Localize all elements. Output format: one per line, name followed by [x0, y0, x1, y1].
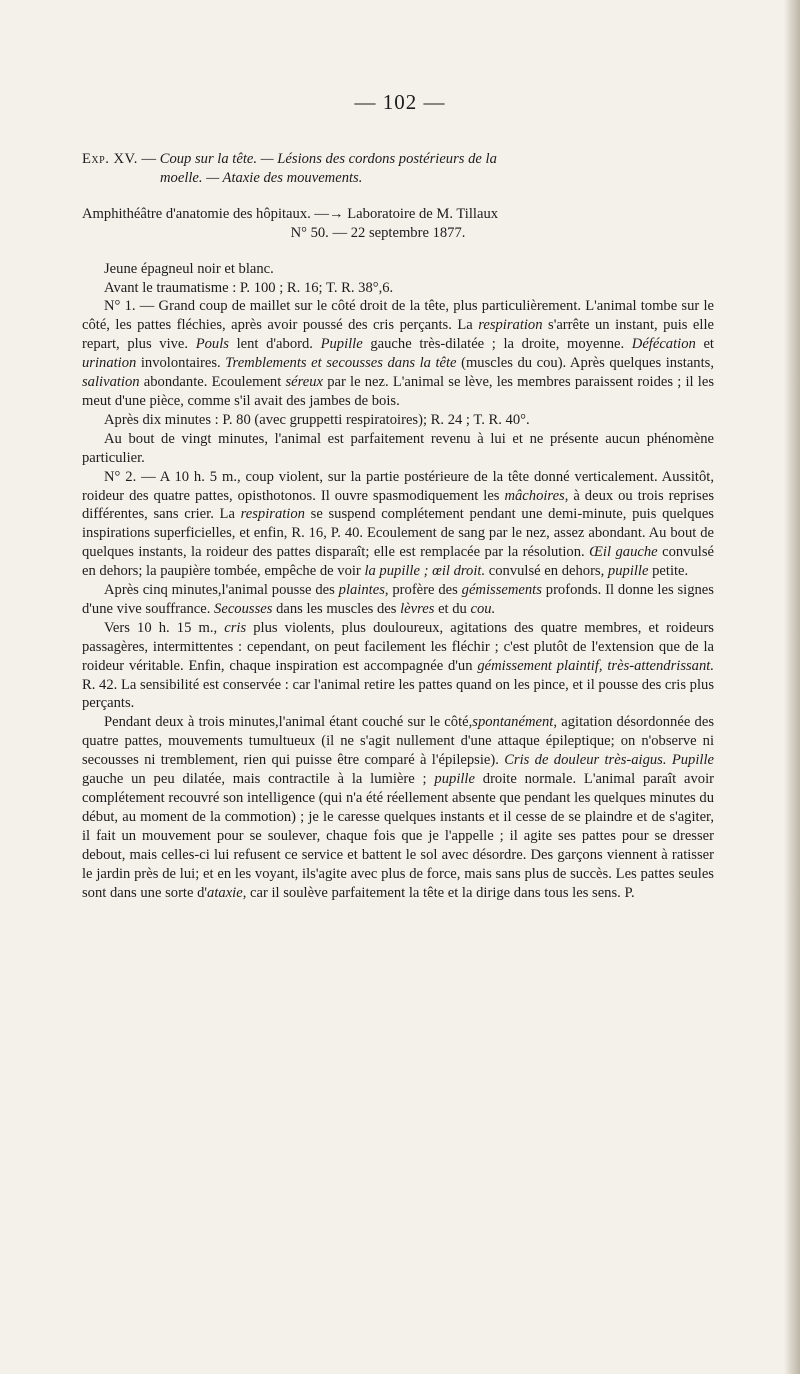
paragraph-subject: Jeune épagneul noir et blanc.: [104, 260, 274, 277]
location-line2: N° 50. — 22 septembre 1877.: [290, 224, 466, 241]
paragraph-before-trauma: Avant le traumatisme : P. 100 ; R. 16; T. R. 38°,6.: [104, 279, 394, 296]
experiment-heading: Exp. XV. — Coup sur la tête. — Lésions des cordons postérieurs de la: [82, 151, 497, 167]
paragraph-ten-fifteen: Vers 10 h. 15 m., cris plus violents, plus douloureux, agitations des quatre membres, et roideurs passagères, intermittentes : cependant, on peut facilement les fléchir ; c'est plutôt de l'extension que de la roideur véritable. Enfin, chaque inspiration est accompagnée d'un gémissement plaintif, très-attendrissant. R. 42. La sensibilité est conservée : car l'animal retire les pattes quand on les pince, et il pousse des cris plus perçants.: [82, 619, 714, 712]
paragraph-two-three-minutes: Pendant deux à trois minutes,l'animal étant couché sur le côté,spontanément, agitation désordonnée des quatre pattes, mouvements tumultueux (il ne s'agit nullement d'une attaque épileptique; on n'observe ni secousses ni tremblement, rien qui puisse être comparé à l'épilepsie). Cris de douleur très-aigus. Pupille gauche un peu dilatée, mais contractile à la lumière ; pupille droite normale. L'animal paraît avoir complétement recouvré son intelligence (qui n'a été réellement absente que pendant les quelques minutes du début, au moment de la commotion) ; je le caresse quelques instants et il cesse de se plaindre et de s'agiter, il fait un mouvement pour se soulever, chaque fois que je l'appelle ; il agite ses pattes pour se dresser debout, mais celles-ci lui refusent ce service et battent le sol avec désordre. Des garçons viennent à ratisser le jardin près de lui; et en les voyant, ils'agite avec plus de force, mais sans plus de succès. Les pattes seules sont dans une sorte d'ataxie, car il soulève parfaitement la tête et la dirige dans tous les sens. P.: [82, 714, 714, 901]
paragraph-ten-minutes: Après dix minutes : P. 80 (avec gruppetti respiratoires); R. 24 ; T. R. 40°.: [104, 411, 530, 428]
page-body: [82, 150, 714, 902]
book-spine-edge: [784, 0, 800, 1374]
page-number: — 102 —: [354, 90, 446, 114]
paragraph-blow-2: N° 2. — A 10 h. 5 m., coup violent, sur la partie postérieure de la tête donné verticalement. Aussitôt, roideur des quatre pattes, opisthotonos. Il ouvre spasmodiquement les mâchoires, à deux ou trois reprises différentes, sans crier. La respiration se suspend complétement pendant une demi-minute, puis quelques inspirations superficielles, et enfin, R. 16, P. 40. Ecoulement de sang par le nez, assez abondant. Au bout de quelques instants, la roideur des pattes disparaît; elle est remplacée par la résolution. Œil gauche convulsé en dehors; la paupière tombée, empêche de voir la pupille ; œil droit. convulsé en dehors, pupille petite.: [82, 468, 714, 580]
experiment-number: Exp. XV.: [82, 151, 138, 167]
paragraph-twenty-minutes: Au bout de vingt minutes, l'animal est parfaitement revenu à lui et ne présente aucun phénomène particulier.: [82, 430, 714, 466]
experiment-title-line2: moelle. — Ataxie des mouvements.: [160, 169, 363, 186]
experiment-title-line1: Coup sur la tête. — Lésions des cordons postérieurs de la: [159, 151, 497, 167]
location-line1: Amphithéâtre d'anatomie des hôpitaux. —→ Laboratoire de M. Tillaux: [82, 205, 499, 222]
paragraph-five-minutes: Après cinq minutes,l'animal pousse des plaintes, profère des gémissements profonds. Il donne les signes d'une vive souffrance. Secousses dans les muscles des lèvres et du cou.: [82, 582, 714, 617]
paragraph-blow-1: N° 1. — Grand coup de maillet sur le côté droit de la tête, plus particulièrement. L'animal tombe sur le côté, les pattes fléchies, après avoir poussé des cris perçants. La respiration s'arrête un instant, puis elle repart, plus vive. Pouls lent d'abord. Pupille gauche très-dilatée ; la droite, moyenne. Défécation et urination involontaires. Tremblements et secousses dans la tête (muscles du cou). Après quelques instants, salivation abondante. Ecoulement séreux par le nez. L'animal se lève, les membres paraissent roides ; il les meut d'une pièce, comme s'il avait des jambes de bois.: [82, 298, 714, 409]
